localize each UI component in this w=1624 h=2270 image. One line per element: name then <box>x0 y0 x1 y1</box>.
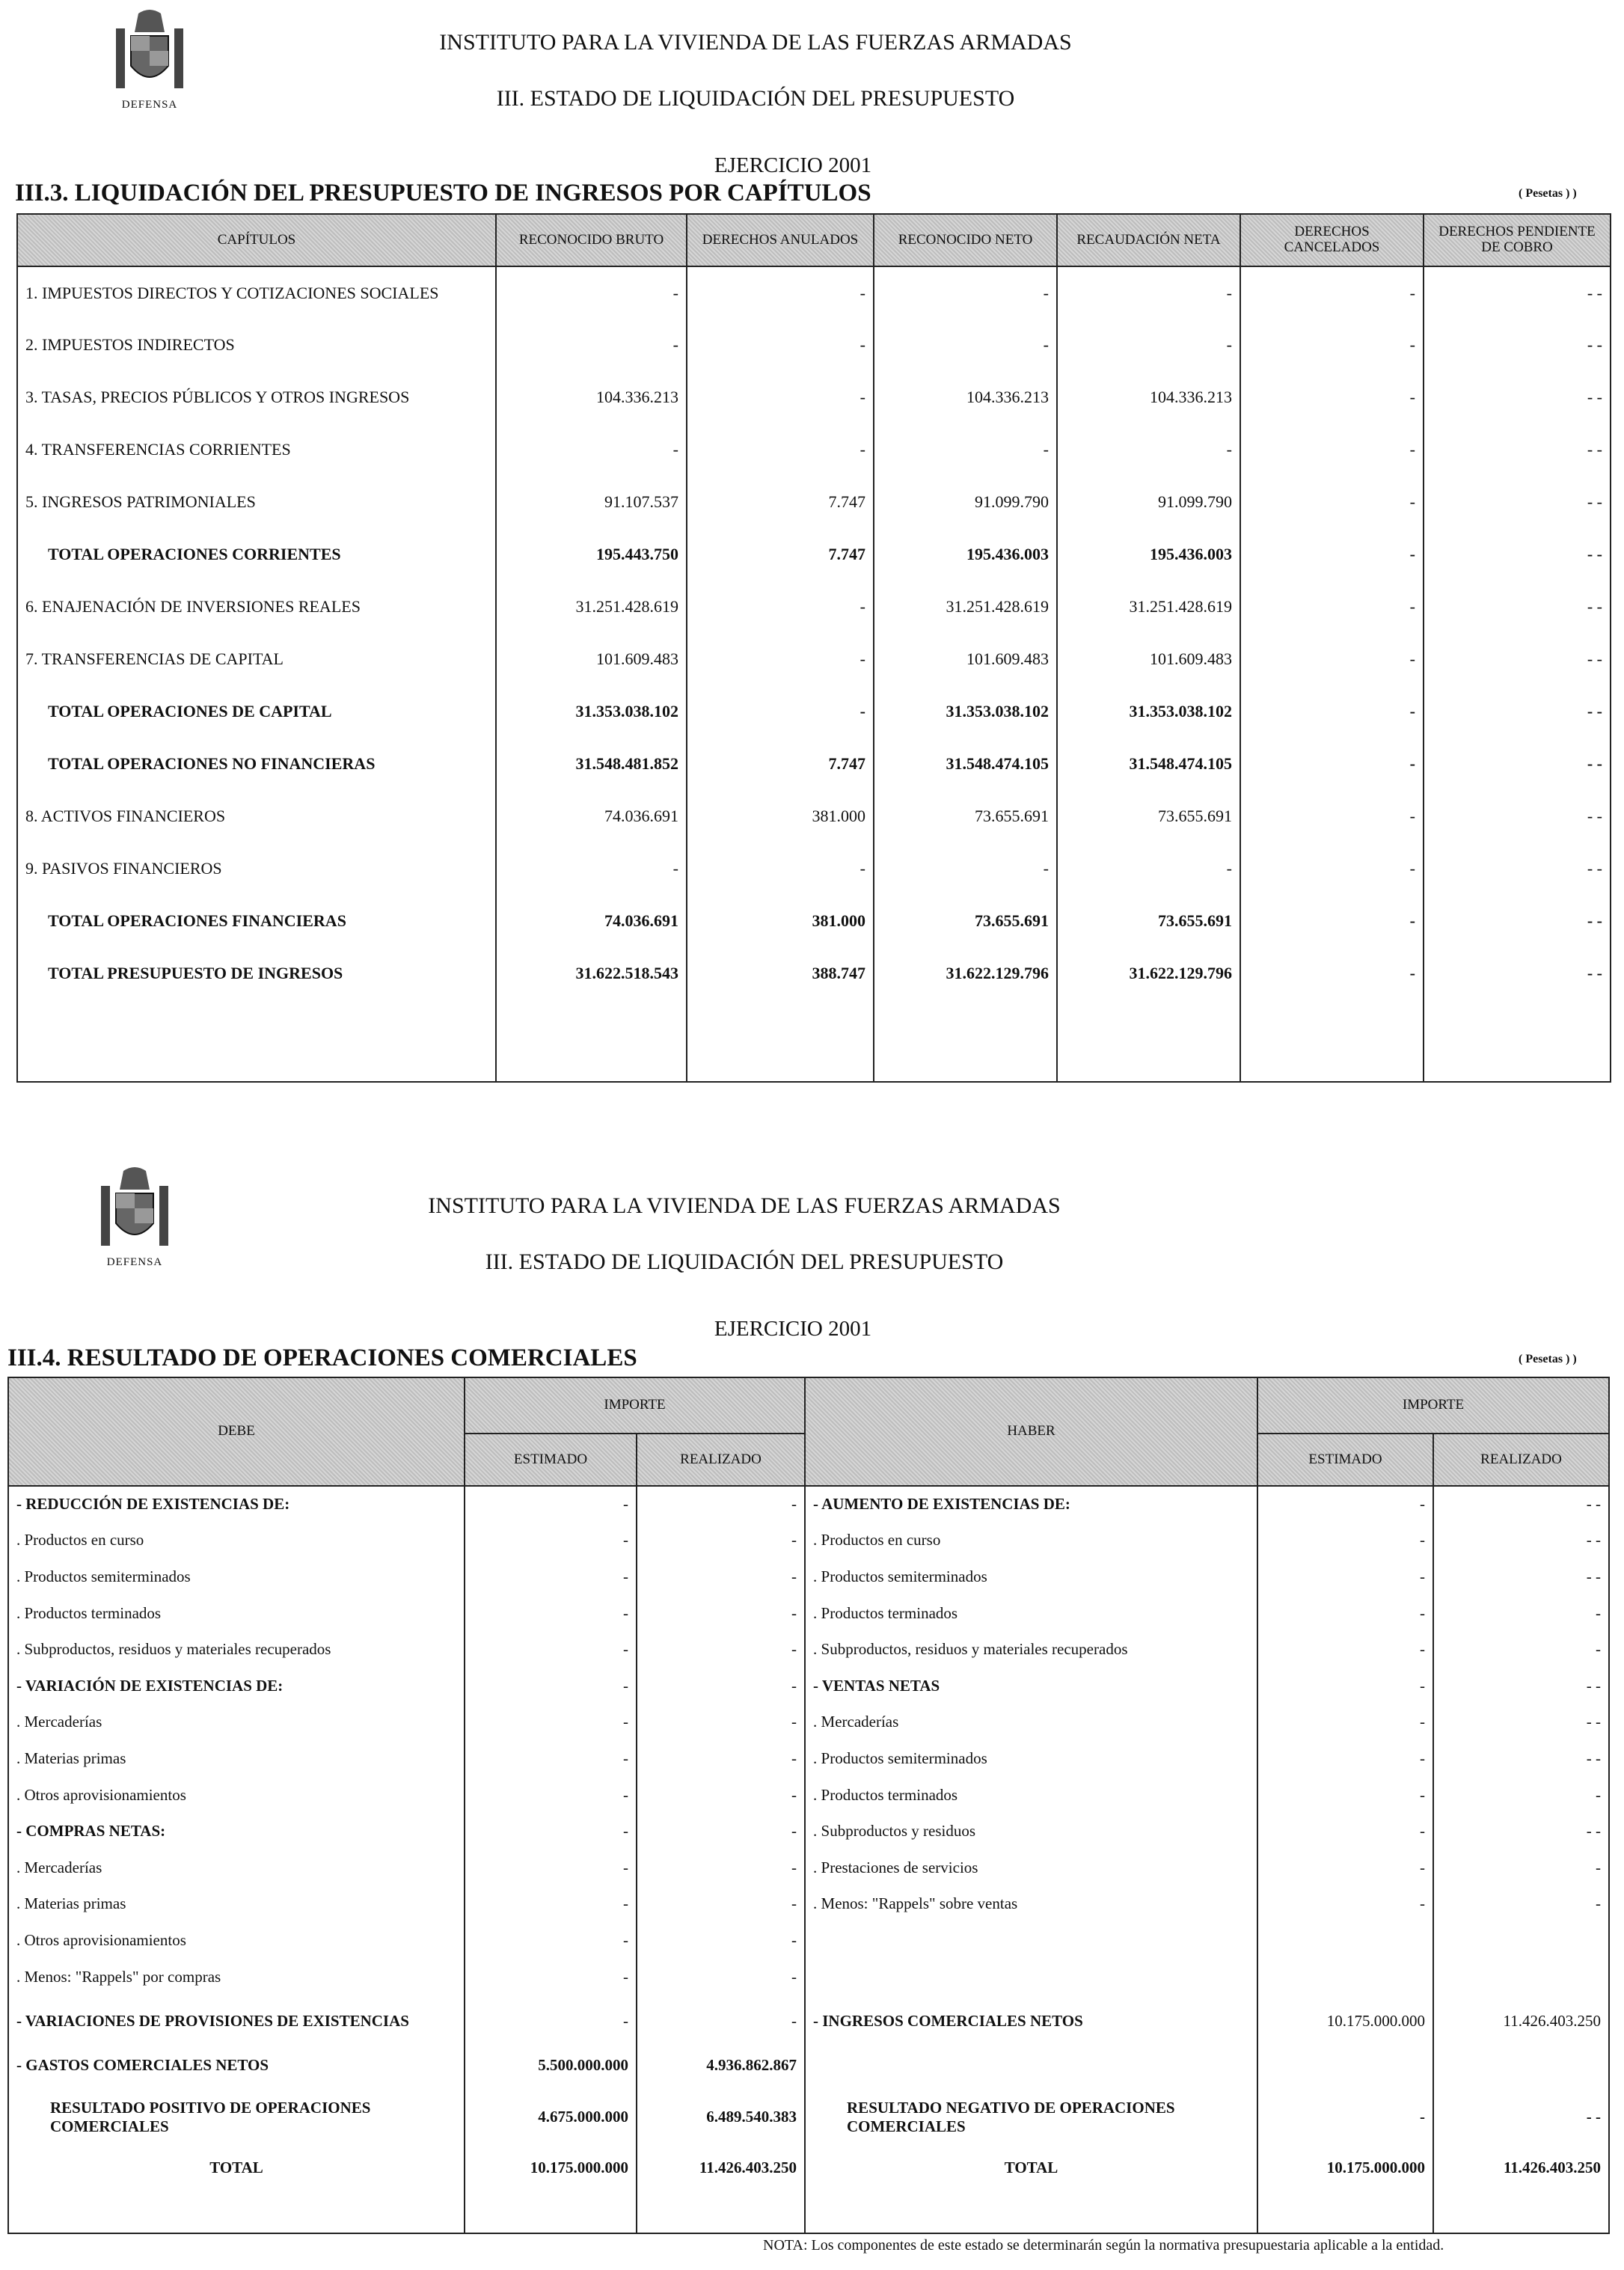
haber-label <box>805 2047 1257 2084</box>
estimado-header: ESTIMADO <box>465 1434 637 1486</box>
cell-value: - <box>1240 266 1424 319</box>
table-row <box>17 423 1611 476</box>
exercise-label: EJERCICIO 2001 <box>714 153 872 177</box>
haber-estimado: - <box>1257 1668 1433 1704</box>
table-row <box>8 2047 1609 2084</box>
result-positive-realizado: 6.489.540.383 <box>637 2084 805 2151</box>
cell-value: - <box>874 842 1057 895</box>
cell-value: - <box>1240 685 1424 738</box>
debe-estimado: - <box>465 1595 637 1632</box>
haber-realizado <box>1433 1922 1609 1959</box>
row-label: 9. PASIVOS FINANCIEROS <box>17 842 496 895</box>
haber-label: - AUMENTO DE EXISTENCIAS DE: <box>805 1486 1257 1523</box>
haber-realizado: - - <box>1433 1668 1609 1704</box>
debe-realizado: - <box>637 1631 805 1668</box>
cell-value: 73.655.691 <box>874 790 1057 842</box>
row-label: 8. ACTIVOS FINANCIEROS <box>17 790 496 842</box>
cell-value: 91.099.790 <box>1057 476 1240 528</box>
debe-label: . Materias primas <box>8 1740 465 1777</box>
empty-cell <box>1257 2185 1433 2233</box>
cell-value: 31.251.428.619 <box>1057 581 1240 633</box>
table-row <box>17 581 1611 633</box>
cell-value: - - <box>1424 581 1611 633</box>
debe-header: DEBE <box>8 1377 465 1486</box>
row-label: 6. ENAJENACIÓN DE INVERSIONES REALES <box>17 581 496 633</box>
table-row <box>8 1813 1609 1850</box>
result-row <box>8 2084 1609 2151</box>
table-row <box>17 633 1611 685</box>
debe-estimado: - <box>465 1631 637 1668</box>
table-row <box>17 476 1611 528</box>
debe-label: - VARIACIÓN DE EXISTENCIAS DE: <box>8 1668 465 1704</box>
cell-value: 31.548.474.105 <box>1057 738 1240 790</box>
section-title: III.3. LIQUIDACIÓN DEL PRESUPUESTO DE INGRESOS POR CAPÍTULOS <box>15 180 871 206</box>
debe-realizado: - <box>637 1886 805 1923</box>
empty-cell <box>1240 1000 1424 1082</box>
result-positive-label: RESULTADO POSITIVO DE OPERACIONES COMERCIALES <box>8 2084 465 2151</box>
haber-estimado: - <box>1257 1777 1433 1814</box>
cell-value: 101.609.483 <box>1057 633 1240 685</box>
cell-value: - <box>687 685 874 738</box>
empty-cell <box>465 2185 637 2233</box>
cell-value: - <box>496 842 687 895</box>
haber-estimado <box>1257 1922 1433 1959</box>
haber-label: . Productos semiterminados <box>805 1740 1257 1777</box>
result-negative-realizado: - - <box>1433 2084 1609 2151</box>
debe-label: . Otros aprovisionamientos <box>8 1777 465 1814</box>
table-row <box>17 528 1611 581</box>
cell-value: 195.436.003 <box>874 528 1057 581</box>
debe-realizado: - <box>637 1486 805 1523</box>
importe-header: IMPORTE <box>1257 1377 1609 1434</box>
empty-cell <box>805 2185 1257 2233</box>
cell-value: 101.609.483 <box>874 633 1057 685</box>
debe-estimado: - <box>465 1995 637 2047</box>
col-header: DERECHOS ANULADOS <box>687 214 874 266</box>
debe-estimado: - <box>465 1740 637 1777</box>
cell-value: - <box>687 319 874 371</box>
table-row <box>17 842 1611 895</box>
haber-label: . Productos semiterminados <box>805 1558 1257 1595</box>
cell-value: 73.655.691 <box>874 895 1057 947</box>
debe-estimado: - <box>465 1486 637 1523</box>
table-spacer-row <box>17 1000 1611 1082</box>
debe-realizado: - <box>637 1558 805 1595</box>
cell-value: - <box>1240 423 1424 476</box>
cell-value: - <box>687 842 874 895</box>
realizado-header: REALIZADO <box>1433 1434 1609 1486</box>
table-row <box>8 1631 1609 1668</box>
logo-caption: DEFENSA <box>106 1256 163 1268</box>
total-haber-estimado: 10.175.000.000 <box>1257 2151 1433 2185</box>
cell-value: - <box>687 581 874 633</box>
debe-label: . Mercaderías <box>8 1704 465 1741</box>
haber-label: . Prestaciones de servicios <box>805 1850 1257 1886</box>
table-row <box>8 1995 1609 2047</box>
cell-value: 31.548.481.852 <box>496 738 687 790</box>
cell-value: 7.747 <box>687 738 874 790</box>
unit-label-2: ( Pesetas ) ) <box>1519 1353 1577 1365</box>
debe-estimado: - <box>465 1668 637 1704</box>
table-row <box>8 1486 1609 1523</box>
table-row <box>17 895 1611 947</box>
haber-realizado <box>1433 2047 1609 2084</box>
haber-estimado: - <box>1257 1595 1433 1632</box>
table-row <box>17 738 1611 790</box>
cell-value: 31.622.129.796 <box>874 947 1057 1000</box>
coat-of-arms-icon <box>94 1163 176 1253</box>
cell-value: - <box>1057 842 1240 895</box>
col-header: RECONOCIDO NETO <box>874 214 1057 266</box>
cell-value: - <box>874 423 1057 476</box>
cell-value: 31.353.038.102 <box>1057 685 1240 738</box>
debe-estimado: - <box>465 1704 637 1741</box>
cell-value: - <box>1240 842 1424 895</box>
cell-value: 388.747 <box>687 947 874 1000</box>
haber-estimado <box>1257 1959 1433 1995</box>
cell-value: - - <box>1424 790 1611 842</box>
empty-cell <box>1424 1000 1611 1082</box>
cell-value: - <box>496 423 687 476</box>
haber-estimado: - <box>1257 1486 1433 1523</box>
defensa-logo <box>97 6 202 111</box>
debe-estimado: 5.500.000.000 <box>465 2047 637 2084</box>
cell-value: - <box>1240 947 1424 1000</box>
commercial-ops-table <box>7 1377 1610 2234</box>
col-header: RECAUDACIÓN NETA <box>1057 214 1240 266</box>
haber-realizado: - <box>1433 1777 1609 1814</box>
table-row <box>8 1922 1609 1959</box>
table-row <box>8 1668 1609 1704</box>
haber-realizado: - <box>1433 1886 1609 1923</box>
debe-realizado: - <box>637 1995 805 2047</box>
cell-value: 31.622.129.796 <box>1057 947 1240 1000</box>
debe-label: - GASTOS COMERCIALES NETOS <box>8 2047 465 2084</box>
row-label: 4. TRANSFERENCIAS CORRIENTES <box>17 423 496 476</box>
row-label: TOTAL PRESUPUESTO DE INGRESOS <box>17 947 496 1000</box>
col-header: CAPÍTULOS <box>17 214 496 266</box>
debe-label: . Mercaderías <box>8 1850 465 1886</box>
cell-value: 104.336.213 <box>1057 371 1240 423</box>
total-debe-label: TOTAL <box>8 2151 465 2185</box>
cell-value: - <box>1057 423 1240 476</box>
row-label: 1. IMPUESTOS DIRECTOS Y COTIZACIONES SOCIALES <box>17 266 496 319</box>
cell-value: 104.336.213 <box>496 371 687 423</box>
debe-realizado: - <box>637 1668 805 1704</box>
cell-value: - <box>687 266 874 319</box>
cell-value: 73.655.691 <box>1057 895 1240 947</box>
table-row <box>17 319 1611 371</box>
debe-realizado: - <box>637 1850 805 1886</box>
empty-cell <box>637 2185 805 2233</box>
haber-header: HABER <box>805 1377 1257 1486</box>
haber-estimado: - <box>1257 1886 1433 1923</box>
debe-label: . Subproductos, residuos y materiales recuperados <box>8 1631 465 1668</box>
cell-value: 195.443.750 <box>496 528 687 581</box>
cell-value: 101.609.483 <box>496 633 687 685</box>
total-haber-label: TOTAL <box>805 2151 1257 2185</box>
debe-label: - COMPRAS NETAS: <box>8 1813 465 1850</box>
col-header: DERECHOS PENDIENTE DE COBRO <box>1424 214 1611 266</box>
debe-estimado: - <box>465 1850 637 1886</box>
cell-value: - - <box>1424 266 1611 319</box>
cell-value: 381.000 <box>687 790 874 842</box>
cell-value: 31.251.428.619 <box>874 581 1057 633</box>
haber-realizado: - <box>1433 1595 1609 1632</box>
defensa-logo-2 <box>82 1163 187 1269</box>
total-haber-realizado: 11.426.403.250 <box>1433 2151 1609 2185</box>
cell-value: - <box>874 266 1057 319</box>
debe-realizado: - <box>637 1595 805 1632</box>
haber-estimado: - <box>1257 1631 1433 1668</box>
haber-realizado: - - <box>1433 1558 1609 1595</box>
row-label: TOTAL OPERACIONES FINANCIERAS <box>17 895 496 947</box>
debe-label: . Menos: "Rappels" por compras <box>8 1959 465 1995</box>
debe-realizado: - <box>637 1959 805 1995</box>
debe-realizado: - <box>637 1740 805 1777</box>
debe-realizado: - <box>637 1523 805 1559</box>
cell-value: 74.036.691 <box>496 895 687 947</box>
debe-realizado: - <box>637 1813 805 1850</box>
haber-estimado: - <box>1257 1813 1433 1850</box>
cell-value: 91.107.537 <box>496 476 687 528</box>
haber-label: . Productos en curso <box>805 1523 1257 1559</box>
debe-label: . Productos terminados <box>8 1595 465 1632</box>
empty-cell <box>8 2185 465 2233</box>
cell-value: - - <box>1424 895 1611 947</box>
empty-cell <box>1433 2185 1609 2233</box>
revenue-table <box>16 213 1611 1083</box>
haber-estimado: - <box>1257 1740 1433 1777</box>
cell-value: - - <box>1424 685 1611 738</box>
coat-of-arms-icon <box>108 6 191 96</box>
debe-label: . Materias primas <box>8 1886 465 1923</box>
row-label: TOTAL OPERACIONES CORRIENTES <box>17 528 496 581</box>
result-negative-estimado: - <box>1257 2084 1433 2151</box>
row-label: TOTAL OPERACIONES DE CAPITAL <box>17 685 496 738</box>
statement-title-2: III. ESTADO DE LIQUIDACIÓN DEL PRESUPUESTO <box>485 1249 1004 1274</box>
cell-value: - <box>1240 371 1424 423</box>
debe-realizado: - <box>637 1777 805 1814</box>
haber-estimado: - <box>1257 1704 1433 1741</box>
unit-label: ( Pesetas ) ) <box>1519 187 1577 200</box>
empty-cell <box>17 1000 496 1082</box>
debe-label: . Productos semiterminados <box>8 1558 465 1595</box>
cell-value: 31.353.038.102 <box>496 685 687 738</box>
exercise-label-2: EJERCICIO 2001 <box>714 1317 872 1341</box>
haber-realizado: - - <box>1433 1523 1609 1559</box>
cell-value: 381.000 <box>687 895 874 947</box>
cell-value: - <box>687 423 874 476</box>
table-spacer-row <box>8 2185 1609 2233</box>
statement-title: III. ESTADO DE LIQUIDACIÓN DEL PRESUPUESTO <box>496 86 1015 111</box>
table-row <box>17 266 1611 319</box>
haber-realizado: - <box>1433 1850 1609 1886</box>
cell-value: - - <box>1424 633 1611 685</box>
debe-label: - VARIACIONES DE PROVISIONES DE EXISTENCIAS <box>8 1995 465 2047</box>
result-negative-label: RESULTADO NEGATIVO DE OPERACIONES COMERCIALES <box>805 2084 1257 2151</box>
col-header: RECONOCIDO BRUTO <box>496 214 687 266</box>
cell-value: - - <box>1424 423 1611 476</box>
haber-estimado: - <box>1257 1558 1433 1595</box>
haber-label: - VENTAS NETAS <box>805 1668 1257 1704</box>
cell-value: - <box>1057 266 1240 319</box>
debe-label: . Productos en curso <box>8 1523 465 1559</box>
cell-value: 31.548.474.105 <box>874 738 1057 790</box>
row-label: 5. INGRESOS PATRIMONIALES <box>17 476 496 528</box>
table-row <box>17 685 1611 738</box>
debe-estimado: - <box>465 1922 637 1959</box>
empty-cell <box>496 1000 687 1082</box>
empty-cell <box>874 1000 1057 1082</box>
cell-value: - - <box>1424 738 1611 790</box>
total-debe-estimado: 10.175.000.000 <box>465 2151 637 2185</box>
footnote: NOTA: Los componentes de este estado se determinarán según la normativa presupuestaria aplicable a la entidad. <box>763 2237 1444 2254</box>
cell-value: - - <box>1424 947 1611 1000</box>
col-header: DERECHOS CANCELADOS <box>1240 214 1424 266</box>
cell-value: - <box>1240 895 1424 947</box>
importe-header: IMPORTE <box>465 1377 805 1434</box>
institution-title-2: INSTITUTO PARA LA VIVIENDA DE LAS FUERZAS ARMADAS <box>428 1193 1061 1218</box>
cell-value: 31.353.038.102 <box>874 685 1057 738</box>
haber-label: - INGRESOS COMERCIALES NETOS <box>805 1995 1257 2047</box>
debe-estimado: - <box>465 1777 637 1814</box>
table-row <box>17 371 1611 423</box>
haber-estimado: - <box>1257 1523 1433 1559</box>
empty-cell <box>687 1000 874 1082</box>
debe-label: . Otros aprovisionamientos <box>8 1922 465 1959</box>
debe-label: - REDUCCIÓN DE EXISTENCIAS DE: <box>8 1486 465 1523</box>
haber-label: . Mercaderías <box>805 1704 1257 1741</box>
cell-value: 73.655.691 <box>1057 790 1240 842</box>
institution-title: INSTITUTO PARA LA VIVIENDA DE LAS FUERZAS ARMADAS <box>439 30 1072 55</box>
debe-estimado: - <box>465 1886 637 1923</box>
cell-value: - <box>1057 319 1240 371</box>
cell-value: - <box>496 319 687 371</box>
haber-realizado <box>1433 1959 1609 1995</box>
haber-estimado <box>1257 2047 1433 2084</box>
table-row <box>8 1740 1609 1777</box>
haber-label: . Menos: "Rappels" sobre ventas <box>805 1886 1257 1923</box>
row-label: 2. IMPUESTOS INDIRECTOS <box>17 319 496 371</box>
cell-value: - <box>1240 790 1424 842</box>
haber-estimado: 10.175.000.000 <box>1257 1995 1433 2047</box>
cell-value: - <box>874 319 1057 371</box>
cell-value: 7.747 <box>687 528 874 581</box>
table-row <box>17 947 1611 1000</box>
haber-realizado: - - <box>1433 1740 1609 1777</box>
logo-caption: DEFENSA <box>121 99 178 111</box>
debe-realizado: - <box>637 1704 805 1741</box>
haber-label: . Productos terminados <box>805 1595 1257 1632</box>
cell-value: - - <box>1424 528 1611 581</box>
empty-cell <box>1057 1000 1240 1082</box>
haber-label: . Productos terminados <box>805 1777 1257 1814</box>
cell-value: - - <box>1424 842 1611 895</box>
cell-value: 7.747 <box>687 476 874 528</box>
haber-label: . Subproductos y residuos <box>805 1813 1257 1850</box>
cell-value: - <box>1240 633 1424 685</box>
haber-estimado: - <box>1257 1850 1433 1886</box>
total-debe-realizado: 11.426.403.250 <box>637 2151 805 2185</box>
table-row <box>8 1886 1609 1923</box>
cell-value: - <box>1240 319 1424 371</box>
result-positive-estimado: 4.675.000.000 <box>465 2084 637 2151</box>
debe-realizado: - <box>637 1922 805 1959</box>
section-title-2: III.4. RESULTADO DE OPERACIONES COMERCIALES <box>7 1344 637 1371</box>
haber-label: . Subproductos, residuos y materiales recuperados <box>805 1631 1257 1668</box>
table-row <box>17 790 1611 842</box>
table-row <box>8 1523 1609 1559</box>
cell-value: 91.099.790 <box>874 476 1057 528</box>
debe-estimado: - <box>465 1959 637 1995</box>
table-row <box>8 1595 1609 1632</box>
cell-value: 31.622.518.543 <box>496 947 687 1000</box>
debe-estimado: - <box>465 1813 637 1850</box>
total-row <box>8 2151 1609 2185</box>
haber-realizado: - <box>1433 1631 1609 1668</box>
cell-value: - <box>687 371 874 423</box>
cell-value: - - <box>1424 319 1611 371</box>
cell-value: 195.436.003 <box>1057 528 1240 581</box>
cell-value: - <box>496 266 687 319</box>
row-label: 7. TRANSFERENCIAS DE CAPITAL <box>17 633 496 685</box>
haber-label <box>805 1959 1257 1995</box>
debe-estimado: - <box>465 1558 637 1595</box>
haber-realizado: - - <box>1433 1704 1609 1741</box>
cell-value: - <box>687 633 874 685</box>
debe-estimado: - <box>465 1523 637 1559</box>
estimado-header: ESTIMADO <box>1257 1434 1433 1486</box>
row-label: 3. TASAS, PRECIOS PÚBLICOS Y OTROS INGRESOS <box>17 371 496 423</box>
cell-value: - <box>1240 528 1424 581</box>
realizado-header: REALIZADO <box>637 1434 805 1486</box>
cell-value: 74.036.691 <box>496 790 687 842</box>
haber-realizado: - - <box>1433 1813 1609 1850</box>
cell-value: 104.336.213 <box>874 371 1057 423</box>
cell-value: 31.251.428.619 <box>496 581 687 633</box>
table-row <box>8 1850 1609 1886</box>
cell-value: - <box>1240 476 1424 528</box>
cell-value: - - <box>1424 476 1611 528</box>
table-header-row <box>17 214 1611 266</box>
cell-value: - <box>1240 738 1424 790</box>
table-row <box>8 1704 1609 1741</box>
haber-label <box>805 1922 1257 1959</box>
haber-realizado: 11.426.403.250 <box>1433 1995 1609 2047</box>
haber-realizado: - - <box>1433 1486 1609 1523</box>
cell-value: - - <box>1424 371 1611 423</box>
debe-realizado: 4.936.862.867 <box>637 2047 805 2084</box>
row-label: TOTAL OPERACIONES NO FINANCIERAS <box>17 738 496 790</box>
cell-value: - <box>1240 581 1424 633</box>
table-row <box>8 1777 1609 1814</box>
table-row <box>8 1959 1609 1995</box>
table-row <box>8 1558 1609 1595</box>
